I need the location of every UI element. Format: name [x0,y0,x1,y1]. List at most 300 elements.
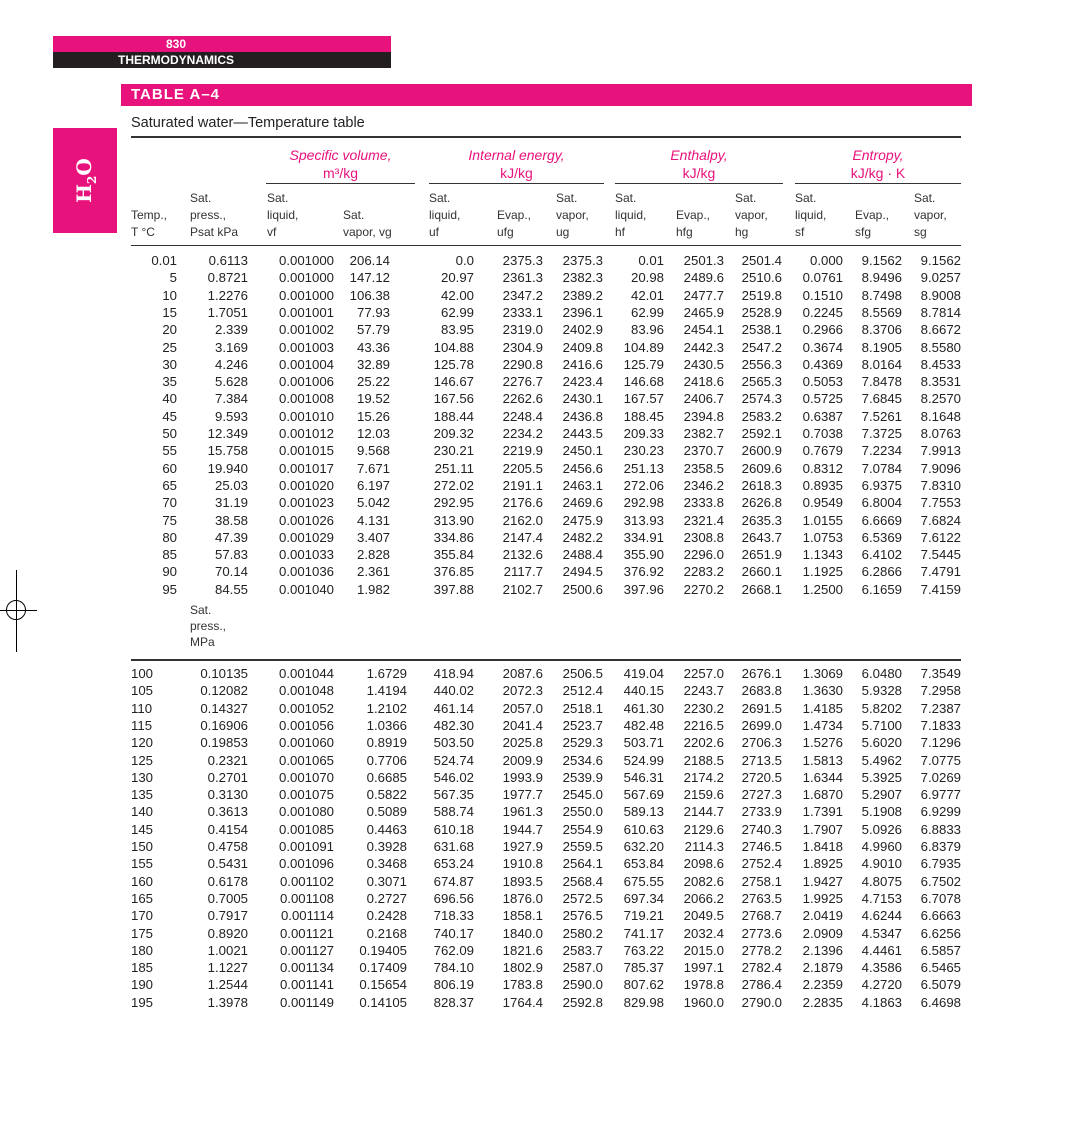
table-cell: 4.2720 [861,977,902,993]
table-cell: 2568.4 [562,873,603,889]
table-cell: 2500.6 [562,581,603,597]
table-cell: 2072.3 [502,683,543,699]
table-cell: 2773.6 [741,925,782,941]
table-cell: 2159.6 [683,787,724,803]
table-cell: 2550.0 [562,804,603,820]
table-cell: 8.7498 [861,287,902,303]
table-cell: 0.16906 [200,717,248,733]
table-cell: 807.62 [623,977,664,993]
table-cell: 83.95 [440,322,474,338]
table-cell: 440.02 [433,683,474,699]
table-cell: 9.1562 [920,253,961,268]
table-row [0,925,1080,942]
table-cell: 9.593 [214,408,248,424]
table-cell: 2572.5 [562,890,603,906]
col-header-sf: Sat. liquid, sf [795,191,827,239]
table-cell: 2049.5 [683,908,724,924]
table-cell: 0.001080 [278,804,334,820]
table-cell: 0.6685 [366,769,407,785]
table-cell: 40 [162,391,177,407]
table-row [0,769,1080,786]
table-cell: 2032.4 [683,925,724,941]
table-cell: 2430.5 [683,356,724,372]
table-cell: 4.246 [214,356,248,372]
table-cell: 8.3531 [920,374,961,390]
table-cell: 20 [162,322,177,338]
table-cell: 135 [131,787,154,803]
table-cell: 5.1908 [861,804,902,820]
table-cell: 83.96 [630,322,664,338]
table-cell: 2727.3 [741,787,782,803]
table-cell: 4.5347 [861,925,902,941]
table-cell: 0.01 [151,253,177,268]
table-cell: 2786.4 [741,977,782,993]
table-cell: 140 [131,804,154,820]
table-cell: 7.8310 [920,477,961,493]
table-cell: 697.34 [623,890,664,906]
table-cell: 1876.0 [502,890,543,906]
table-cell: 5.2907 [861,787,902,803]
table-cell: 146.68 [623,374,664,390]
table-cell: 15 [162,304,177,320]
table-cell: 62.99 [440,304,474,320]
table-cell: 2262.6 [502,391,543,407]
table-cell: 251.13 [623,460,664,476]
table-cell: 0.001091 [278,839,334,854]
table-cell: 5.628 [214,374,248,390]
table-cell: 0.5089 [366,804,407,820]
table-cell: 1858.1 [502,908,543,924]
table-cell: 0.6387 [802,408,843,424]
table-cell: 167.56 [433,391,474,407]
table-cell: 2554.9 [562,821,603,837]
table-cell: 95 [162,581,177,597]
table-cell: 6.5465 [920,960,961,976]
table-row [0,269,1080,286]
table-cell: 1.4194 [366,683,407,699]
table-cell: 2592.1 [741,426,782,441]
table-cell: 2102.7 [502,581,543,597]
table-cell: 674.87 [433,873,474,889]
table-row [0,855,1080,872]
table-cell: 6.5079 [920,977,961,993]
table-cell: 0.12082 [200,683,248,699]
table-cell: 2488.4 [562,547,603,563]
table-cell: 2539.9 [562,769,603,785]
table-cell: 610.18 [433,821,474,837]
group-rule-entropy [795,183,961,184]
table-cell: 1.9427 [802,873,843,889]
table-top-rule [131,136,961,138]
table-cell: 2234.2 [502,426,543,441]
table-cell: 1.7391 [802,804,843,820]
table-cell: 2528.9 [741,304,782,320]
table-cell: 0.001141 [279,977,334,993]
group-rule-energy [429,183,604,184]
table-cell: 1944.7 [502,821,543,837]
table-cell: 829.98 [623,994,664,1010]
table-cell: 2580.2 [562,925,603,941]
table-row [0,339,1080,356]
table-cell: 2590.0 [562,977,603,993]
table-cell: 762.09 [433,942,474,958]
table-row [0,373,1080,390]
table-cell: 7.9913 [920,443,961,459]
table-cell: 0.001008 [278,391,334,407]
table-cell: 2752.4 [741,856,782,872]
table-cell: 2358.5 [683,460,724,476]
table-cell: 1.982 [356,581,390,597]
table-cell: 6.6256 [920,925,961,941]
table-row [0,890,1080,907]
table-cell: 0.001023 [278,495,334,511]
table-cell: 145 [131,821,154,837]
table-cell: 5.4962 [861,752,902,768]
table-cell: 1.2276 [207,287,248,303]
table-row [0,408,1080,425]
table-cell: 2713.5 [741,752,782,768]
table-cell: 9.0257 [920,270,961,286]
table-cell: 2758.1 [741,873,782,889]
table-cell: 2.0419 [802,908,843,924]
table-cell: 0.001052 [278,700,334,716]
table-cell: 8.4533 [920,356,961,372]
table-cell: 165 [131,890,154,906]
table-cell: 2454.1 [683,322,724,338]
table-cell: 0.001040 [278,581,334,597]
table-cell: 1978.8 [683,977,724,993]
table-cell: 546.02 [433,769,474,785]
table-cell: 0.001102 [279,873,334,889]
table-cell: 2564.1 [562,856,603,872]
substance-side-tab [53,128,117,233]
mpa-section-rule [131,659,961,661]
table-cell: 0.4369 [802,356,843,372]
table-cell: 2538.1 [741,322,782,338]
table-cell: 2720.5 [741,769,782,785]
table-cell: 0.7005 [207,890,248,906]
table-cell: 8.3706 [861,322,902,338]
table-cell: 7.1833 [920,717,961,733]
table-cell: 2276.7 [502,374,543,390]
table-label-bar [121,84,972,106]
table-cell: 125 [131,752,154,768]
table-cell: 2176.6 [502,495,543,511]
table-cell: 20.97 [440,270,474,286]
table-cell: 2660.1 [741,564,782,580]
table-cell: 2482.2 [562,529,603,545]
table-cell: 2087.6 [502,666,543,681]
table-cell: 38.58 [214,512,248,528]
table-cell: 631.68 [433,839,474,854]
table-cell: 25.03 [214,477,248,493]
table-cell: 7.4791 [920,564,961,580]
table-cell: 482.48 [623,717,664,733]
table-cell: 741.17 [623,925,664,941]
table-cell: 2443.5 [562,426,603,441]
table-cell: 785.37 [623,960,664,976]
table-cell: 5 [169,270,177,286]
table-cell: 6.7078 [920,890,961,906]
table-row [0,442,1080,459]
table-cell: 2529.3 [562,735,603,751]
table-cell: 6.5369 [861,529,902,545]
table-cell: 0.000 [809,253,843,268]
table-cell: 110 [131,700,153,716]
table-cell: 2.2835 [802,994,843,1010]
table-cell: 376.85 [433,564,474,580]
table-cell: 292.98 [623,495,664,511]
group-specific-volume: Specific volume, m³/kg [289,147,392,181]
table-cell: 334.91 [623,529,664,545]
table-cell: 2257.0 [683,666,724,681]
col-header-hf: Sat. liquid, hf [615,191,647,239]
table-cell: 0.3613 [207,804,248,820]
table-cell: 0.19405 [359,942,407,958]
table-cell: 6.8004 [861,495,902,511]
header-bottom-rule [131,245,961,246]
table-cell: 2512.4 [562,683,603,699]
table-row [0,581,1080,598]
table-cell: 828.37 [433,994,474,1010]
table-row [0,563,1080,580]
table-cell: 2333.1 [502,304,543,320]
table-cell: 0.9549 [802,495,843,511]
table-cell: 2576.5 [562,908,603,924]
table-cell: 2296.0 [683,547,724,563]
table-cell: 418.94 [433,666,474,681]
table-cell: 2066.2 [683,890,724,906]
table-cell: 2416.6 [562,356,603,372]
table-cell: 19.940 [207,460,248,476]
table-cell: 0.001065 [278,752,334,768]
table-cell: 0.3468 [366,856,407,872]
table-cell: 2518.1 [562,700,603,716]
table-cell: 7.0784 [861,460,902,476]
table-cell: 6.8379 [920,839,961,854]
table-cell: 1910.8 [502,856,543,872]
table-cell: 0.3928 [366,839,407,854]
table-cell: 77.93 [356,304,390,320]
table-cell: 0.19853 [200,735,248,751]
table-cell: 2098.6 [683,856,724,872]
table-cell: 2389.2 [562,287,603,303]
table-cell: 2041.4 [502,717,543,733]
table-cell: 2746.5 [741,839,782,854]
table-cell: 2565.3 [741,374,782,390]
table-cell: 45 [162,408,177,424]
table-cell: 2782.4 [741,960,782,976]
table-cell: 206.14 [349,253,390,268]
table-cell: 292.95 [433,495,474,511]
table-cell: 65 [162,477,177,493]
table-cell: 0.2168 [366,925,407,941]
table-cell: 0.001004 [278,356,334,372]
table-cell: 2740.3 [741,821,782,837]
table-cell: 2501.4 [741,253,782,268]
table-cell: 6.2866 [861,564,902,580]
table-cell: 5.7100 [861,717,902,733]
table-cell: 1960.0 [683,994,724,1010]
table-cell: 2790.0 [741,994,782,1010]
table-cell: 15.758 [207,443,248,459]
table-cell: 80 [162,529,177,545]
table-cell: 2.1879 [802,960,843,976]
table-cell: 272.06 [623,477,664,493]
table-cell: 0.3071 [366,873,407,889]
table-row [0,390,1080,407]
table-row [0,304,1080,321]
table-cell: 9.1562 [861,253,902,268]
table-cell: 0.001060 [278,735,334,751]
table-cell: 1783.8 [502,977,543,993]
table-cell: 106.38 [349,287,390,303]
table-cell: 2402.9 [562,322,603,338]
table-cell: 4.6244 [861,908,902,924]
table-cell: 160 [131,873,154,889]
table-cell: 675.55 [623,873,664,889]
table-cell: 6.4102 [861,547,902,563]
table-cell: 2.339 [214,322,248,338]
table-cell: 2651.9 [741,547,782,563]
table-cell: 5.9328 [861,683,902,699]
table-cell: 2015.0 [683,942,724,958]
table-cell: 355.90 [623,547,664,563]
table-cell: 0.001075 [278,787,334,803]
table-cell: 1.8925 [802,856,843,872]
table-cell: 4.4461 [861,942,902,958]
table-cell: 2477.7 [683,287,724,303]
table-cell: 230.23 [623,443,664,459]
table-cell: 1.5276 [802,735,843,751]
table-cell: 482.30 [433,717,474,733]
table-cell: 0.001048 [278,683,334,699]
table-cell: 2382.7 [683,426,724,441]
table-cell: 0.5053 [802,374,843,390]
table-cell: 740.17 [433,925,474,941]
table-cell: 8.0763 [920,426,961,441]
table-cell: 763.22 [623,942,664,958]
table-cell: 2456.6 [562,460,603,476]
table-cell: 0.2428 [366,908,407,924]
book-title: THERMODYNAMICS [118,53,234,67]
table-cell: 1.7907 [802,821,843,837]
table-cell: 175 [131,925,154,941]
table-cell: 0.6178 [207,873,248,889]
table-cell: 2270.2 [683,581,724,597]
col-header-temp: Temp., T °C [131,208,168,239]
table-cell: 2691.5 [741,700,782,716]
table-cell: 8.5569 [861,304,902,320]
group-internal-energy: Internal energy, kJ/kg [468,147,565,181]
col-header-hfg: Evap., hfg [676,208,711,239]
table-cell: 0.4154 [207,821,248,837]
table-cell: 2506.5 [562,666,603,681]
table-cell: 2450.1 [562,443,603,459]
table-cell: 0.001149 [279,994,334,1010]
table-cell: 440.15 [623,683,664,699]
table-cell: 718.33 [433,908,474,924]
table-row [0,752,1080,769]
table-cell: 2556.3 [741,356,782,372]
table-cell: 2375.3 [502,253,543,268]
table-cell: 0.1510 [802,287,843,303]
table-cell: 0.6113 [208,253,248,268]
table-cell: 2501.3 [683,253,724,268]
table-cell: 0.5431 [207,856,248,872]
group-rule-enthalpy [615,183,783,184]
table-cell: 7.671 [356,460,390,476]
table-cell: 2510.6 [741,270,782,286]
table-cell: 185 [131,960,154,976]
table-cell: 2683.8 [741,683,782,699]
table-cell: 524.74 [433,752,474,768]
table-cell: 4.131 [356,512,390,528]
group-rule-volume [266,183,415,184]
table-cell: 632.20 [623,839,664,854]
table-cell: 2409.8 [562,339,603,355]
table-cell: 7.3549 [920,666,961,681]
table-cell: 6.9299 [920,804,961,820]
table-cell: 4.9960 [861,839,902,854]
col-header-sg: Sat. vapor, sg [914,191,947,239]
table-cell: 7.384 [214,391,248,407]
table-cell: 0.001070 [278,769,334,785]
table-cell: 0.4758 [207,839,248,854]
table-cell: 19.52 [356,391,390,407]
table-cell: 589.13 [623,804,664,820]
table-cell: 1997.1 [683,960,724,976]
table-cell: 503.50 [433,735,474,751]
table-cell: 125.78 [433,356,474,372]
table-cell: 0.001026 [278,512,334,528]
table-row [0,942,1080,959]
table-cell: 0.3674 [802,339,843,355]
table-cell: 1.1925 [802,564,843,580]
table-cell: 0.001001 [278,304,334,320]
table-cell: 5.6020 [861,735,902,751]
table-cell: 2321.4 [683,512,724,528]
table-cell: 7.0269 [920,769,961,785]
col-header-uf: Sat. liquid, uf [429,191,461,239]
table-cell: 2347.2 [502,287,543,303]
table-cell: 2778.2 [741,942,782,958]
table-cell: 0.0 [455,253,474,268]
table-cell: 62.99 [630,304,664,320]
table-cell: 2147.4 [502,529,543,545]
table-cell: 2129.6 [683,821,724,837]
table-cell: 461.14 [433,700,474,716]
table-cell: 2025.8 [502,735,543,751]
table-cell: 0.8920 [207,925,248,941]
table-cell: 5.0926 [861,821,902,837]
table-cell: 147.12 [349,270,390,286]
table-cell: 1961.3 [502,804,543,820]
col-header-vg: Sat. vapor, vg [343,208,392,239]
table-cell: 0.001033 [278,547,334,563]
table-cell: 2117.7 [503,564,543,580]
table-cell: 0.001044 [278,666,334,681]
table-cell: 0.8312 [802,460,843,476]
table-cell: 4.3586 [861,960,902,976]
table-cell: 2333.8 [683,495,724,511]
table-cell: 0.0761 [802,270,843,286]
table-cell: 0.8935 [802,477,843,493]
table-cell: 3.407 [356,529,390,545]
table-cell: 8.1905 [861,339,902,355]
table-cell: 9.568 [356,443,390,459]
table-cell: 0.15654 [359,977,407,993]
